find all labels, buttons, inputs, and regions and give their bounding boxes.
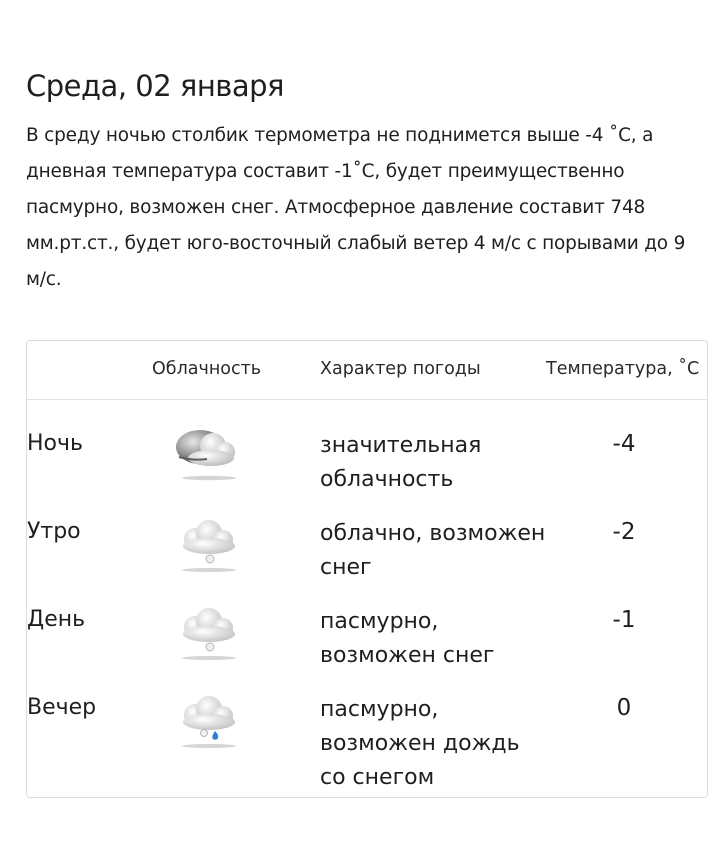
overcast-cloud-icon xyxy=(173,421,243,487)
row-temperature: -2 xyxy=(612,519,636,545)
row-period: Ночь xyxy=(27,431,83,456)
row-weather: пасмурно, возможен дождь со снегом xyxy=(320,697,520,790)
row-temperature: -4 xyxy=(612,431,636,457)
row-weather: облачно, возможен снег xyxy=(320,521,546,580)
table-header xyxy=(27,341,707,400)
row-weather: пасмурно, возможен снег xyxy=(320,609,495,668)
cloud-snow-icon xyxy=(173,511,243,577)
row-period: Утро xyxy=(27,519,81,544)
forecast-section xyxy=(26,64,694,298)
row-period: Вечер xyxy=(27,695,97,720)
header-weather: Характер погоды xyxy=(320,359,481,379)
header-temperature: Температура, ˚C xyxy=(546,359,700,379)
row-temperature: -1 xyxy=(612,607,636,633)
forecast-table xyxy=(26,340,708,798)
page-title: Среда, 02 января xyxy=(26,69,284,103)
cloud-snow-icon xyxy=(173,599,243,665)
header-cloudiness: Облачность xyxy=(152,359,262,379)
row-period: День xyxy=(27,607,86,632)
cloud-sleet-icon xyxy=(173,687,243,753)
row-temperature: 0 xyxy=(616,695,632,721)
row-weather: значительная облачность xyxy=(320,433,482,492)
forecast-description: В среду ночью столбик термометра не поднимется выше -4 ˚C, а дневная температура составит -1˚C, будет преимущественно пасмурно, возможен снег. Атмосферное давление составит 748 мм.рт.ст., будет юго-восточный слабый ветер 4 м/с с порывами до 9 м/с. xyxy=(26,125,686,290)
